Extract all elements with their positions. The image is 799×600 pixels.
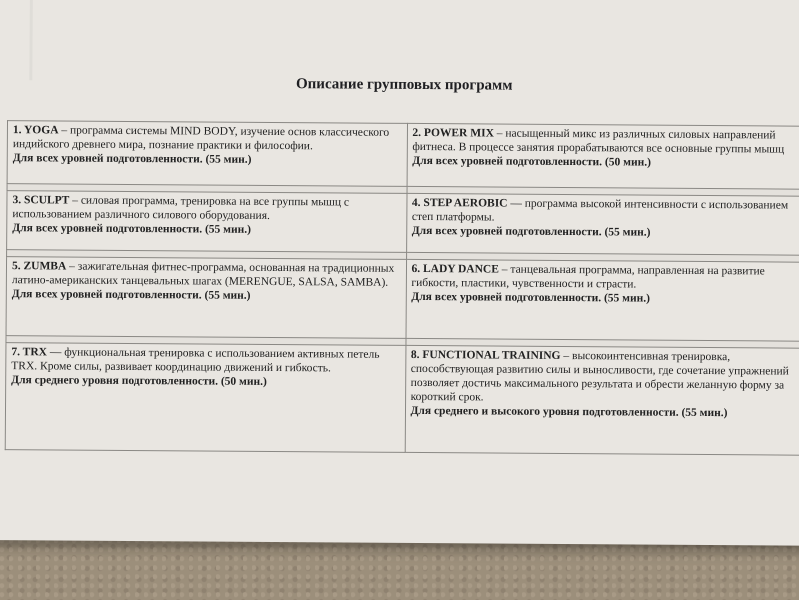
program-requirement: Для всех уровней подготовленности. (55 мин.) [411,290,651,305]
table-row [5,343,799,456]
program-heading: 1. YOGA [12,124,59,137]
program-description: — функциональная тренировка с использованием активных петель TRX. Кроме силы, развивает координацию движений и гибкость. [11,346,380,375]
program-description: – программа системы MIND BODY, изучение основ классического индийского древнего мира, познание практики и философии. [12,124,390,153]
program-cell-zumba [6,257,406,339]
program-description: – силовая программа, тренировка на все группы мышц с использованием различного силового оборудования. [12,194,350,222]
program-heading: 2. POWER MIX [412,126,494,140]
programs-table [5,120,799,456]
program-description: – танцевальная программа, направленная на развитие гибкости, пластики, чувственности и страсти. [411,263,765,291]
program-cell-step-aerobic [406,193,799,255]
program-cell-functional-training [405,345,799,455]
table-row [7,121,799,190]
paper-fold [29,0,33,80]
program-requirement: Для всех уровней подготовленности. (50 мин.) [412,154,652,169]
program-requirement: Для среднего и высокого уровня подготовленности. (55 мин.) [410,404,728,420]
program-heading: 4. STEP AEROBIC [411,196,508,210]
program-description: – высокоинтенсивная тренировка, способствующая развитию силы и выносливости, где сочетание упражнений позволяет достичь максимального результата и обрести желанную форму за короткий срок. [410,350,789,404]
program-description: — программа высокой интенсивности с использованием степ платформы. [411,197,789,224]
program-heading: 6. LADY DANCE [411,262,499,276]
program-heading: 5. ZUMBA [11,260,67,273]
program-cell-sculpt [7,191,407,253]
program-requirement: Для всех уровней подготовленности. (55 мин.) [12,152,252,166]
page-title: Описание групповых программ [295,76,513,94]
program-cell-trx [5,343,405,453]
program-heading: 3. SCULPT [12,194,70,207]
program-heading: 7. TRX [11,346,48,359]
program-cell-power-mix [407,123,799,189]
program-description: – насыщенный микс из различных силовых направлений фитнеса. В процессе занятия прорабатываются все основные группы мышц [412,127,785,156]
program-requirement: Для среднего уровня подготовленности. (50 мин.) [11,374,267,388]
program-requirement: Для всех уровней подготовленности. (55 мин.) [11,288,251,302]
program-cell-yoga [7,121,407,187]
program-requirement: Для всех уровней подготовленности. (55 мин.) [12,222,252,236]
program-heading: 8. FUNCTIONAL TRAINING [410,348,561,362]
program-description: – зажигательная фитнес-программа, основанная на традиционных латино-американских танцевальных шагах (MERENGUE, SALSA, SAMBA). [11,260,395,289]
program-cell-lady-dance [406,259,799,341]
table-row [7,191,799,256]
program-requirement: Для всех уровней подготовленности. (55 мин.) [411,224,651,239]
table-row [6,257,799,342]
